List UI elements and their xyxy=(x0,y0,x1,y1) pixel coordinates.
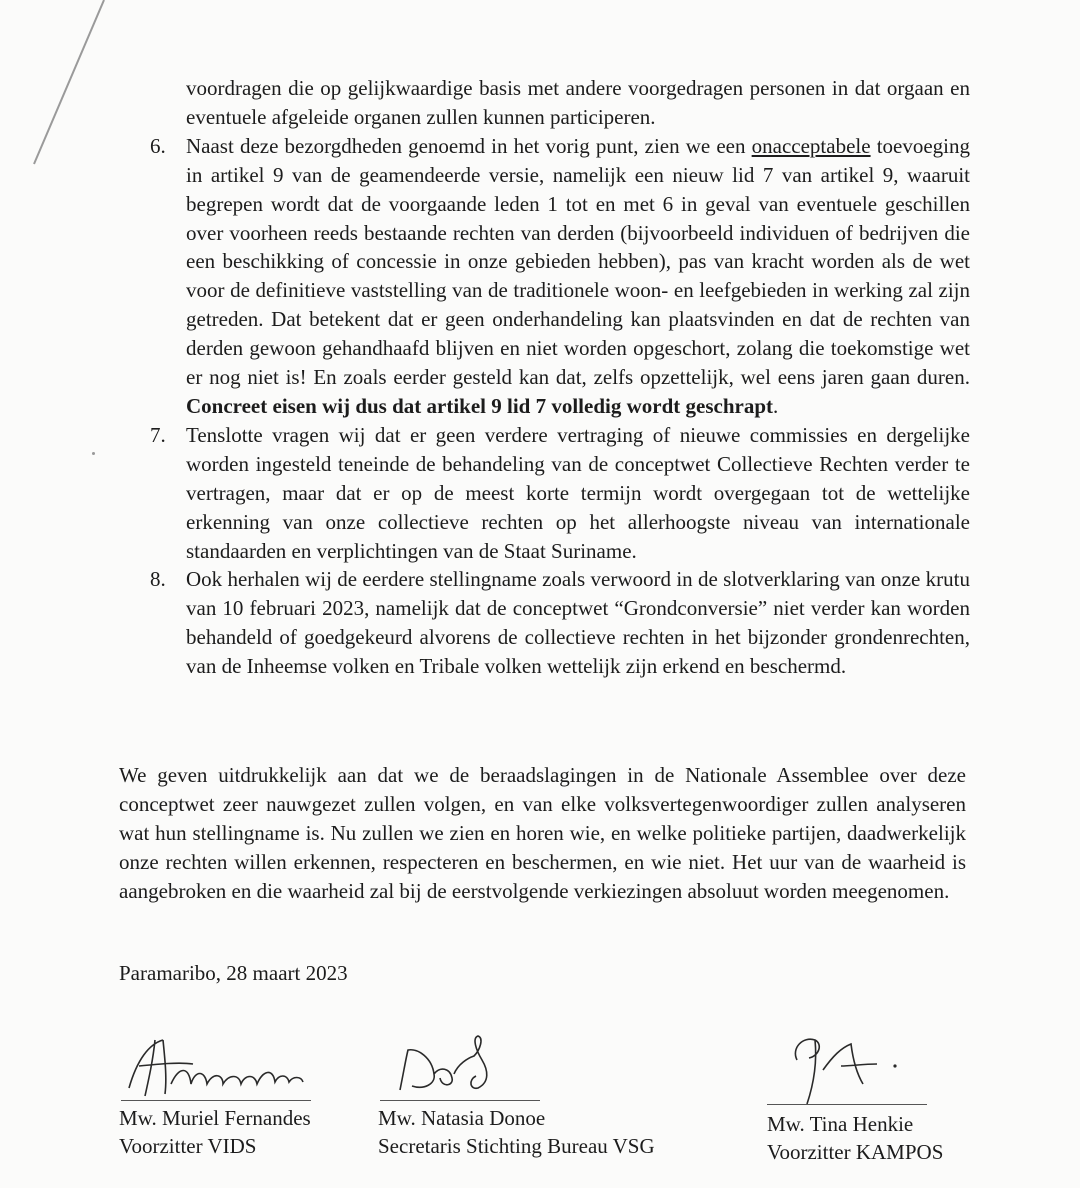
place-date: Paramaribo, 28 maart 2023 xyxy=(119,961,348,985)
signature-henkie xyxy=(767,1030,937,1110)
signatory-name: Mw. Muriel Fernandes xyxy=(119,1106,311,1130)
numbered-list xyxy=(150,74,970,681)
list-item-8 xyxy=(150,565,970,681)
signature-fernandes xyxy=(119,1030,329,1102)
item-text: Naast deze bezorgdheden genoemd in het vorig punt, zien we een onacceptabele toevoeging in artikel 9 van de geamendeerde versie, namelijk een nieuw lid 7 van artikel 9, waaruit begrepen wordt dat de voorgaande leden 1 tot en met 6 in geval van eventuele geschillen over voorheen reeds bestaande rechten van derden (bijvoorbeeld individuen of bedrijven die een beschikking of concessie in onze gebieden hebben), pas van kracht worden als de wet voor de definitieve vaststelling van de traditionele woon- en leefgebieden in werking zal zijn getreden. Dat betekent dat er geen onderhandeling kan plaatsvinden en dat de rechten van derden gewoon gehandhaafd blijven en niet worden opgeschort, zolang die toekomstige wet er nog niet is! En zoals eerder gesteld kan dat, zelfs opzettelijk, wel eens jaren gaan duren. Concreet eisen wij dus dat artikel 9 lid 7 volledig wordt geschrapt. xyxy=(186,133,971,418)
bold-demand: Concreet eisen wij dus dat artikel 9 lid 7 volledig wordt geschrapt xyxy=(186,393,773,418)
item-text: Ook herhalen wij de eerdere stellingname zoals verwoord in de slotverklaring van onze krutu van 10 februari 2023, namelijk dat de conceptwet “Grondconversie” niet verder kan worden behandeld of goedgekeurd alvorens de collectieve rechten in het bijzonder grondenrechten, van de Inheemse volken en Tribale volken wettelijk zijn erkend en beschermd. xyxy=(186,567,970,679)
signature-line xyxy=(380,1100,540,1101)
item-number: 6. xyxy=(150,133,166,158)
signature-line xyxy=(121,1100,311,1101)
signatory-role: Voorzitter VIDS xyxy=(119,1134,257,1158)
signature-donoe xyxy=(378,1030,558,1102)
item-number: 7. xyxy=(150,422,166,447)
underlined-text: onacceptabele xyxy=(751,133,871,158)
list-item-6 xyxy=(150,132,970,421)
closing-paragraph: We geven uitdrukkelijk aan dat we de beraadslagingen in de Nationale Assemblee over deze conceptwet zeer nauwgezet zullen volgen, en van elke volksvertegenwoordiger zullen analyseren wat hun stellingname is. Nu zullen we zien en horen wie, en welke politieke partijen, daadwerkelijk onze rechten willen erkennen, respecteren en beschermen, en wie niet. Het uur van de waarheid is aangebroken en die waarheid zal bij de eerstvolgende verkiezingen absoluut worden meegenomen. xyxy=(119,763,966,903)
scan-speck xyxy=(92,452,95,455)
item-text: voordragen die op gelijkwaardige basis met andere voorgedragen personen in dat orgaan en eventuele afgeleide organen zullen kunnen participeren. xyxy=(186,76,970,129)
item-text: Tenslotte vragen wij dat er geen verdere vertraging of nieuwe commissies en dergelijke worden ingesteld teneinde de behandeling van de conceptwet Collectieve Rechten verder te vertragen, maar dat er op de meest korte termijn wordt overgegaan tot de wettelijke erkenning van onze collectieve rechten op het allerhoogste niveau van internationale standaarden en verplichtingen van de Staat Suriname. xyxy=(186,422,970,563)
signature-line xyxy=(767,1104,927,1105)
signatory-name: Mw. Natasia Donoe xyxy=(378,1106,546,1130)
list-item-7 xyxy=(150,421,970,566)
scan-edge-line xyxy=(0,0,110,170)
list-item-continuation xyxy=(150,74,970,132)
signatory-role: Voorzitter KAMPOS xyxy=(767,1140,944,1164)
signatory-role: Secretaris Stichting Bureau VSG xyxy=(378,1134,655,1158)
item-number: 8. xyxy=(150,567,166,592)
signatory-name: Mw. Tina Henkie xyxy=(767,1112,914,1136)
